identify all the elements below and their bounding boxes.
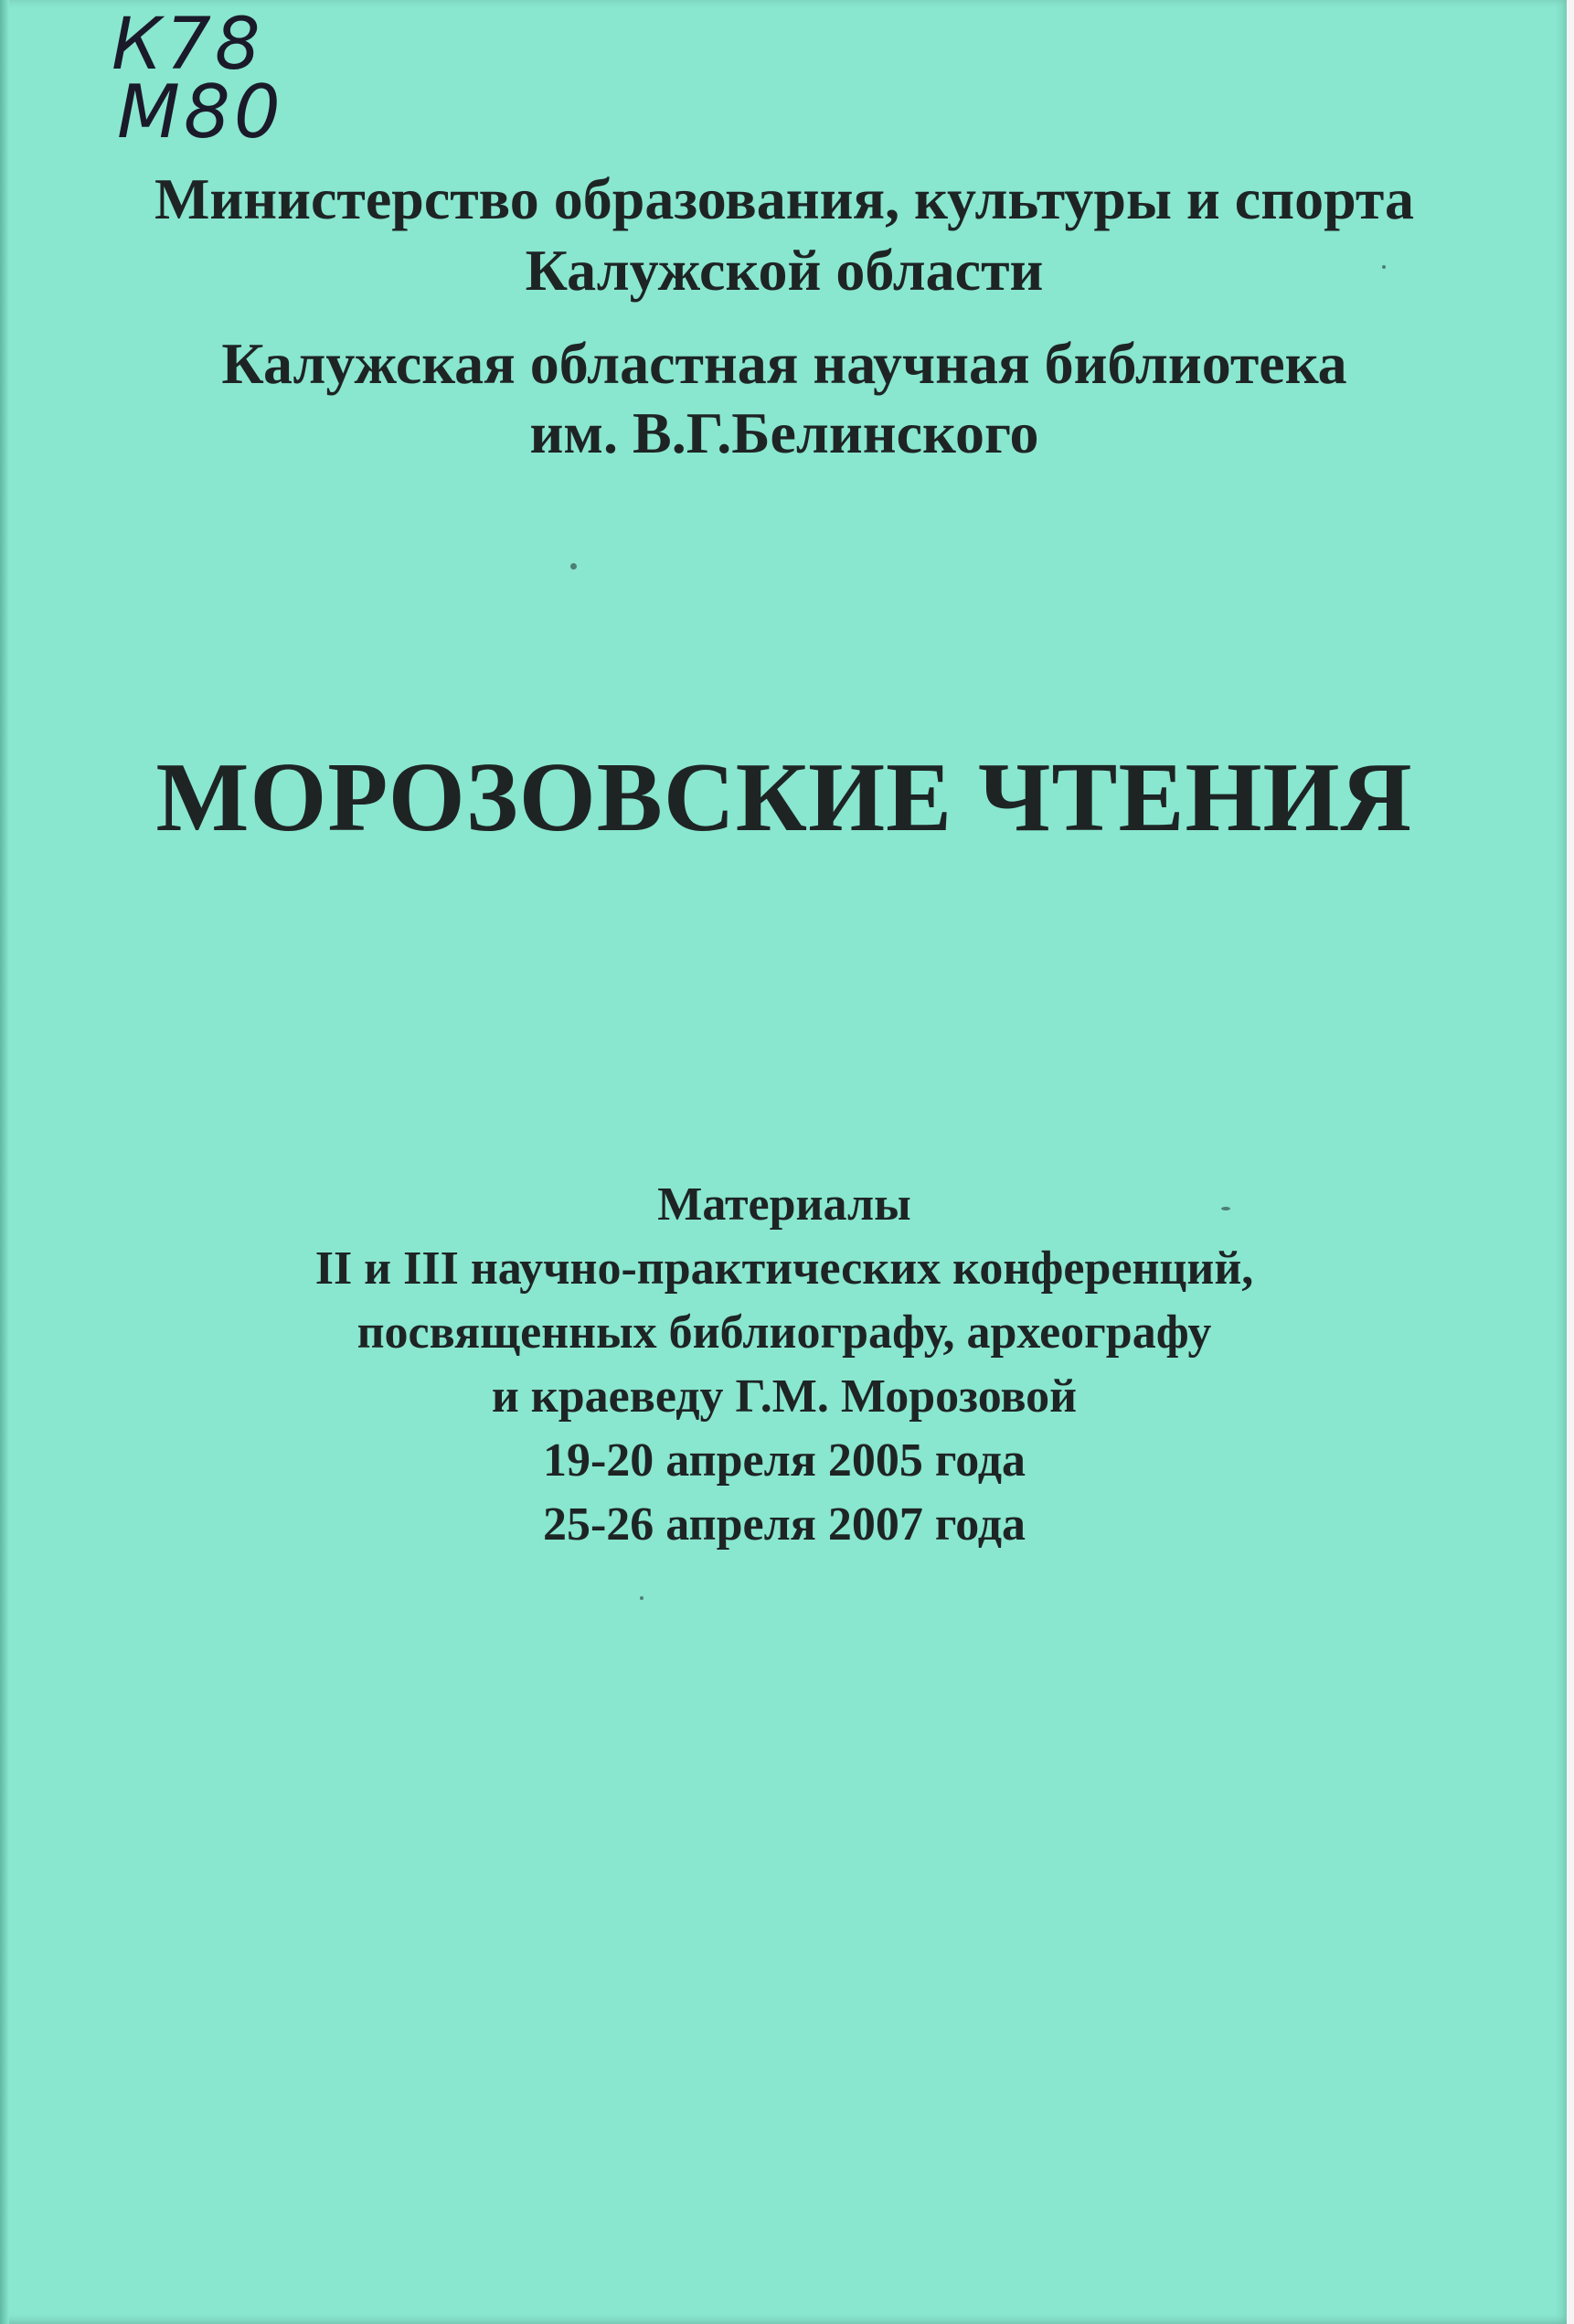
print-speck — [1221, 1207, 1230, 1210]
subtitle-line-3: посвященных библиографу, археографу — [356, 1306, 1212, 1359]
book-title: МОРОЗОВСКИЕ ЧТЕНИЯ — [155, 743, 1413, 852]
print-speck — [640, 1596, 643, 1600]
ministry-line-2: Калужской области — [525, 238, 1044, 303]
ministry-line-1: Министерство образования, культуры и спорта — [154, 166, 1415, 231]
subtitle-line-4: и краеведу Г.М. Морозовой — [491, 1370, 1078, 1423]
subtitle-line-1: Материалы — [657, 1178, 911, 1231]
print-speck — [570, 563, 577, 570]
subtitle-line-5: 19-20 апреля 2005 года — [542, 1434, 1026, 1487]
shelf-mark-line-2: М80 — [117, 69, 284, 155]
subtitle-line-6: 25-26 апреля 2007 года — [542, 1498, 1026, 1551]
print-speck — [1382, 265, 1386, 269]
shelf-mark-line-1: К78 — [112, 4, 264, 86]
subtitle-line-2: II и III научно-практических конференций, — [314, 1242, 1254, 1295]
library-line-2: им. В.Г.Белинского — [529, 400, 1039, 465]
library-line-1: Калужская областная научная библиотека — [221, 331, 1347, 396]
